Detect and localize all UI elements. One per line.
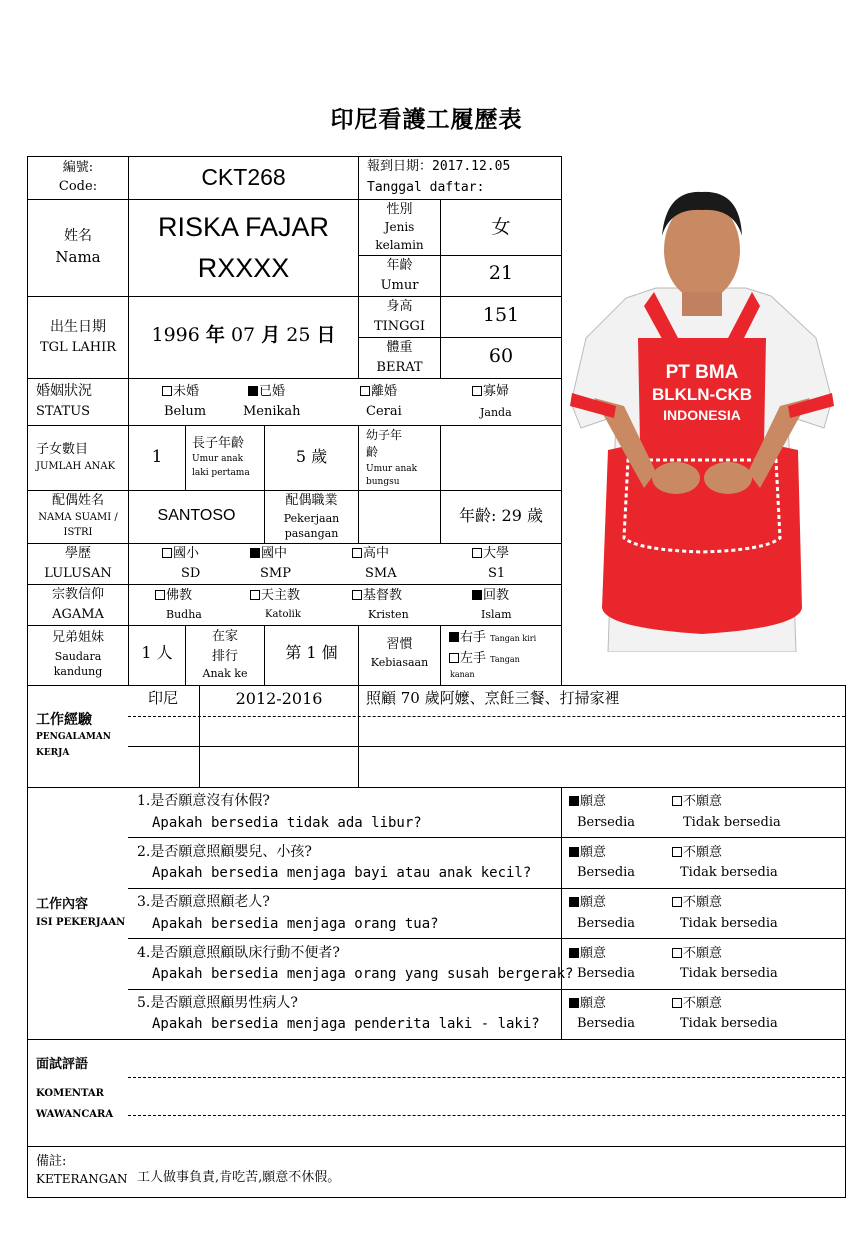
question-id: Apakah bersedia menjaga orang yang susah bergerak? [152,966,574,982]
checkbox-unchecked-icon [162,548,172,558]
checkbox-checked-icon [250,548,260,558]
yes-label-id: Bersedia [577,1016,636,1031]
option-label-id: Tangan kiri [490,634,537,643]
age-label-zh: 年齡 [386,258,413,273]
youngest-label-zh1: 幼子年 [366,428,403,442]
checkbox-unchecked-icon [672,897,682,907]
interview-label-id1: KOMENTAR [36,1088,104,1099]
checkbox-unchecked-icon [360,386,370,396]
gender-label-id1: Jenis [384,220,415,234]
birth-year-unit: 年 [205,324,225,346]
age-label-id: Umur [380,278,419,293]
youngest-label-id1: Umur anak [366,464,418,474]
code-value: CKT268 [201,164,286,190]
option-label-id: Islam [481,608,512,621]
children-count: 1 [151,447,163,467]
yes-label: 願意 [580,794,607,809]
no-label-id: Tidak bersedia [683,815,781,830]
code-label-id: Code: [58,179,98,194]
checkbox-unchecked-icon [250,590,260,600]
age-value: 21 [488,262,514,284]
apron-text-1: PT BMA [665,362,739,383]
remarks-value: 工人做事負責,肯吃苦,願意不休假。 [137,1170,341,1185]
gender-label-id2: kelamin [375,238,424,252]
option-label: 佛教 [166,588,193,603]
education-option[interactable] [352,547,389,560]
yes-label: 願意 [580,845,607,860]
yes-label-id: Bersedia [577,815,636,830]
option-label-id: Cerai [366,404,402,419]
spouse-age: 年齡: 29 歲 [459,506,543,525]
children-label-zh: 子女數目 [36,442,89,457]
birth-month-unit: 月 [261,324,281,346]
checkbox-checked-icon [569,998,579,1008]
yes-option[interactable] [569,846,606,859]
checkbox-unchecked-icon [672,998,682,1008]
checkbox-checked-icon [472,590,482,600]
option-label-id: Kristen [368,608,409,621]
siblings-label-id2: kandung [53,665,103,678]
option-label: 高中 [363,546,390,561]
option-label: 左手 [460,651,487,666]
siblings-label-id1: Saudara [54,650,102,663]
applicant-photo [566,188,838,652]
education-option[interactable] [250,547,287,560]
option-label-id: Belum [164,404,207,419]
name-label-id: Nama [55,248,101,266]
no-option[interactable] [672,947,722,960]
yes-label: 願意 [580,946,607,961]
no-label: 不願意 [683,946,723,961]
yes-label-id: Bersedia [577,865,636,880]
option-label-id: SD [181,566,201,581]
remarks-label-id: KETERANGAN [36,1172,128,1186]
eldest-value: 5 歲 [295,447,328,466]
option-label: 天主教 [261,588,301,603]
checkbox-unchecked-icon [449,653,459,663]
question-zh: 3.是否願意照顧老人? [137,894,270,910]
name-line-1: RISKA FAJAR [157,212,330,242]
no-option[interactable] [672,795,722,808]
register-label-id: Tanggal daftar: [367,180,485,195]
question-zh: 5.是否願意照顧男性病人? [137,995,298,1011]
checkbox-unchecked-icon [162,386,172,396]
register-label-zh: 報到日期： [367,159,433,174]
checkbox-checked-icon [248,386,258,396]
religion-option[interactable] [352,589,402,602]
code-label-zh: 編號: [62,160,94,175]
rank-label-zh1: 在家 [211,629,238,644]
option-label-id: Tangan [490,655,520,664]
marital-option[interactable] [472,385,509,398]
question-id: Apakah bersedia menjaga bayi atau anak kecil? [152,865,532,881]
yes-label-id: Bersedia [577,966,636,981]
weight-label-id: BERAT [376,360,423,375]
question-zh: 4.是否願意照顧臥床行動不便者? [137,945,340,961]
no-label-id: Tidak bersedia [680,865,778,880]
work-row-desc: 照顧 70 歲阿嬤、烹飪三餐、打掃家裡 [366,689,620,707]
work-label-id2: KERJA [36,748,70,758]
checkbox-unchecked-icon [472,386,482,396]
option-label-id: Janda [480,406,512,419]
checkbox-unchecked-icon [672,847,682,857]
option-label-id: S1 [488,566,506,581]
yes-option[interactable] [569,997,606,1010]
birth-day-unit: 日 [316,324,336,346]
no-label: 不願意 [683,895,723,910]
option-label: 寡婦 [483,384,510,399]
no-label: 不願意 [683,996,723,1011]
option-label: 國小 [173,546,200,561]
spouse-label-id1: NAMA SUAMI / [38,512,118,523]
marital-option[interactable] [248,385,285,398]
spouse-job-label-zh: 配偶職業 [285,493,338,508]
weight-label-zh: 體重 [386,340,413,355]
option-label-id: SMP [260,566,291,581]
checkbox-checked-icon [569,897,579,907]
height-label-id: TINGGI [373,319,426,334]
religion-option[interactable] [472,589,509,602]
eldest-label-id1: Umur anak [192,454,244,464]
yes-label: 願意 [580,996,607,1011]
option-label: 未婚 [173,384,200,399]
duties-label-zh: 工作內容 [36,897,89,912]
no-label-id: Tidak bersedia [680,966,778,981]
height-value: 151 [482,304,520,326]
apron-text-3: INDONESIA [663,407,741,423]
option-label: 大學 [483,546,510,561]
checkbox-unchecked-icon [352,590,362,600]
marital-option[interactable] [360,385,397,398]
question-zh: 2.是否願意照顧嬰兒、小孩? [137,844,312,860]
spouse-label-id2: ISTRI [63,527,93,538]
youngest-label-id2: bungsu [366,477,400,487]
education-option[interactable] [162,547,199,560]
option-label: 基督教 [363,588,403,603]
name-line-2: RXXXX [197,253,290,283]
habit-label-zh: 習慣 [386,637,413,652]
left-hand-option[interactable] [449,652,520,665]
question-id: Apakah bersedia menjaga penderita laki - laki? [152,1016,540,1032]
duties-label-id: ISI PEKERJAAN [36,917,126,928]
spouse-name: SANTOSO [157,507,236,524]
gender-label-zh: 性別 [386,202,413,217]
checkbox-checked-icon [569,948,579,958]
no-label: 不願意 [683,794,723,809]
religion-label-id: AGAMA [52,607,104,622]
checkbox-unchecked-icon [352,548,362,558]
option-label-id: kanan [450,670,475,679]
checkbox-checked-icon [449,632,459,642]
checkbox-unchecked-icon [672,796,682,806]
checkbox-unchecked-icon [155,590,165,600]
eldest-label-id2: laki pertama [192,468,250,478]
eldest-label-zh: 長子年齡 [192,436,245,451]
option-label-id: Budha [166,608,202,621]
remarks-label-zh: 備註: [36,1154,67,1169]
yes-label: 願意 [580,895,607,910]
weight-value: 60 [488,345,514,367]
checkbox-checked-icon [569,847,579,857]
no-option[interactable] [672,997,722,1010]
checkbox-unchecked-icon [472,548,482,558]
education-label-zh: 學歷 [64,546,91,561]
birth-month: 07 [230,324,256,346]
checkbox-unchecked-icon [672,948,682,958]
interview-label-id2: WAWANCARA [36,1109,114,1120]
option-label: 已婚 [259,384,286,399]
name-label-zh: 姓名 [64,228,92,244]
applicant-photo-svg [566,188,838,652]
marital-option[interactable] [162,385,199,398]
option-label: 右手 [460,630,487,645]
yes-label-id: Bersedia [577,916,636,931]
yes-option[interactable] [569,896,606,909]
birth-date [129,326,358,345]
youngest-label-zh2: 齡 [366,445,379,459]
birth-label-id: TGL LAHIR [39,340,117,355]
register-date [367,160,510,173]
no-label: 不願意 [683,845,723,860]
question-zh: 1.是否願意沒有休假? [137,793,270,809]
yes-option[interactable] [569,795,606,808]
no-label-id: Tidak bersedia [680,1016,778,1031]
apron-text-2: BLKLN-CKB [651,385,753,404]
height-label-zh: 身高 [386,299,413,314]
checkbox-checked-icon [569,796,579,806]
option-label: 回教 [483,588,510,603]
religion-option[interactable] [250,589,300,602]
option-label-id: Menikah [243,404,301,419]
question-id: Apakah bersedia tidak ada libur? [152,815,422,831]
rank-label-zh2: 排行 [211,649,238,664]
siblings-label-zh: 兄弟姐妹 [51,630,104,645]
work-label-zh: 工作經驗 [36,712,92,728]
option-label: 離婚 [371,384,398,399]
habit-label-id: Kebiasaan [370,656,429,669]
spouse-label-zh: 配偶姓名 [51,493,104,508]
spouse-job-label-id2: pasangan [284,527,339,540]
question-id: Apakah bersedia menjaga orang tua? [152,916,439,932]
marital-label-id: STATUS [36,404,91,419]
rank-label-id: Anak ke [202,667,248,680]
marital-label-zh: 婚姻狀況 [36,383,92,399]
register-value: 2017.12.05 [432,159,511,174]
birth-day: 25 [286,324,311,346]
page-title: 印尼看護工履歷表 [330,106,523,133]
education-label-id: LULUSAN [44,566,112,581]
work-row-period: 2012-2016 [235,689,323,708]
gender-value: 女 [491,216,511,238]
interview-label-zh: 面試評語 [36,1057,89,1072]
education-option[interactable] [472,547,509,560]
rank-value: 第 1 個 [285,643,338,662]
work-label-id1: PENGALAMAN [36,732,112,742]
birth-year: 1996 [151,324,200,346]
siblings-count: 1 人 [141,643,173,662]
yes-option[interactable] [569,947,606,960]
children-label-id: JUMLAH ANAK [36,461,116,472]
no-option[interactable] [672,846,722,859]
right-hand-option[interactable] [449,631,536,644]
birth-label-zh: 出生日期 [50,319,106,335]
no-label-id: Tidak bersedia [680,916,778,931]
work-row-country: 印尼 [148,689,179,707]
option-label: 國中 [261,546,288,561]
spouse-job-label-id1: Pekerjaan [283,512,340,525]
option-label-id: Katolik [265,609,301,620]
religion-label-zh: 宗教信仰 [51,587,104,602]
religion-option[interactable] [155,589,192,602]
no-option[interactable] [672,896,722,909]
option-label-id: SMA [365,566,397,581]
